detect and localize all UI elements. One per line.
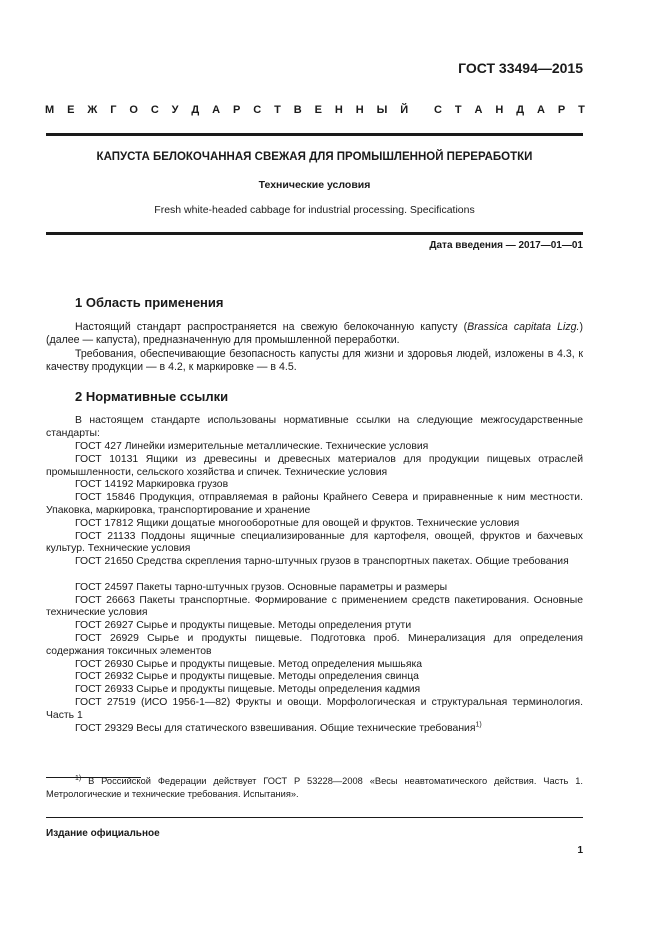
banner-letter: Т	[578, 104, 585, 116]
reference-item: ГОСТ 26930 Сырье и продукты пищевые. Метод определения мышьяка	[75, 658, 423, 670]
banner-letter: С	[434, 104, 442, 116]
reference-item: ГОСТ 427 Линейки измерительные металлические. Технические условия	[75, 441, 429, 452]
banner-letter: А	[212, 104, 221, 116]
reference-item: ГОСТ 21133 Поддоны ящичные специализированные для картофеля, овощей, фруктов и бахчевых культур. Технические условия	[46, 530, 583, 555]
reference-item: ГОСТ 14192 Маркировка грузов	[75, 479, 229, 491]
footer-rule	[46, 817, 583, 818]
reference-item: ГОСТ 26663 Пакеты транспортные. Формирование с применением средств пакетирования. Основные технические условия	[46, 594, 583, 619]
reference-item: ГОСТ 26932 Сырье и продукты пищевые. Методы определения свинца	[75, 671, 419, 683]
reference-item: ГОСТ 27519 (ИСО 1956-1—82) Фрукты и овощи. Морфологическая и структуральная терминология. Часть 1	[46, 697, 583, 721]
footnote	[46, 775, 583, 800]
banner-letter: Е	[67, 104, 75, 116]
reference-item: ГОСТ 26933 Сырье и продукты пищевые. Методы определения кадмия	[75, 684, 421, 696]
section-1-paragraph-1	[46, 321, 583, 348]
section-2-intro: В настоящем стандарте использованы нормативные ссылки на следующие межгосударственные стандарты:	[46, 415, 583, 439]
banner-letter: С	[253, 104, 262, 116]
reference-item: ГОСТ 10131 Ящики из древесины и древесных материалов для продукции пищевых отраслей промышленности, сельского хозяйства и спичек. Технические условия	[46, 453, 583, 478]
reference-item: ГОСТ 24597 Пакеты тарно-штучных грузов. Основные параметры и размеры	[75, 581, 448, 593]
banner-letter: О	[129, 104, 138, 116]
effective-date: Дата введения — 2017—01—01	[429, 240, 583, 251]
footnote-reference-mark: 1)	[475, 721, 482, 729]
top-rule	[46, 133, 583, 136]
page-number: 1	[577, 845, 583, 856]
banner-letter: Т	[454, 104, 462, 116]
reference-text: ГОСТ 29329 Весы для статического взвешивания. Общие технические требования	[75, 722, 476, 734]
reference-item: ГОСТ 21650 Средства скрепления тарно-штучных грузов в транспортных пакетах. Общие требования	[75, 556, 569, 568]
interstate-standard-banner	[45, 104, 585, 116]
banner-letter: Д	[516, 104, 525, 116]
banner-letter: Т	[274, 104, 281, 116]
section-2-heading: 2 Нормативные ссылки	[75, 389, 229, 404]
document-subtitle: Технические условия	[258, 179, 371, 191]
banner-letter: Ж	[87, 104, 98, 116]
banner-letter: Р	[233, 104, 241, 116]
footnote-mark: 1)	[75, 774, 82, 782]
banner-letter: Е	[314, 104, 322, 116]
reference-item-last	[46, 723, 583, 736]
banner-letter: М	[45, 104, 55, 116]
reference-item: ГОСТ 26929 Сырье и продукты пищевые. Подготовка проб. Минерализация для определения содержания токсичных элементов	[46, 633, 583, 657]
banner-letter: Ы	[376, 104, 388, 116]
reference-item: ГОСТ 15846 Продукция, отправляемая в районы Крайнего Севера и приравненные к ним местности. Упаковка, маркировка, транспортирование и хранение	[46, 492, 583, 516]
banner-letter: Н	[495, 104, 504, 116]
edition-label: Издание официальное	[46, 828, 160, 839]
p1-latin-name: Brassica capitata Lizg.	[467, 321, 580, 333]
standard-number: ГОСТ 33494—2015	[458, 60, 583, 76]
section-1-paragraph-2: Требования, обеспечивающие безопасность капусты для жизни и здоровья людей, изложены в 4.3, к качеству продукции — в 4.2, к маркировке — в 4.5.	[46, 348, 583, 374]
section-1-heading: 1 Область применения	[75, 295, 224, 310]
banner-letter: У	[171, 104, 179, 116]
banner-letter: Н	[355, 104, 364, 116]
banner-letter: А	[474, 104, 483, 116]
banner-letter: Н	[334, 104, 343, 116]
banner-letter: Г	[110, 104, 117, 116]
banner-letter: Д	[191, 104, 200, 116]
banner-letter: С	[150, 104, 159, 116]
banner-letter: Й	[400, 104, 409, 116]
banner-letter: Р	[557, 104, 566, 116]
title-bottom-rule	[46, 232, 583, 235]
document-title-english: Fresh white-headed cabbage for industrial processing. Specifications	[154, 204, 475, 216]
reference-item: ГОСТ 26927 Сырье и продукты пищевые. Методы определения ртути	[75, 620, 412, 632]
document-title: КАПУСТА БЕЛОКОЧАННАЯ СВЕЖАЯ ДЛЯ ПРОМЫШЛЕННОЙ ПЕРЕРАБОТКИ	[96, 151, 533, 163]
footnote-text: В Российской Федерации действует ГОСТ Р 53228—2008 «Весы неавтоматического действия. Часть 1. Метрологические и технические требования. Испытания».	[46, 776, 583, 799]
banner-letter: А	[536, 104, 545, 116]
banner-letter: В	[293, 104, 302, 116]
p1-text-b: ) (далее — капуста), предназначенную для промышленной переработки.	[46, 321, 583, 347]
p1-text-a: Настоящий стандарт распространяется на свежую белокочанную капусту (	[75, 321, 468, 333]
reference-item: ГОСТ 17812 Ящики дощатые многооборотные для овощей и фруктов. Технические условия	[75, 517, 520, 529]
